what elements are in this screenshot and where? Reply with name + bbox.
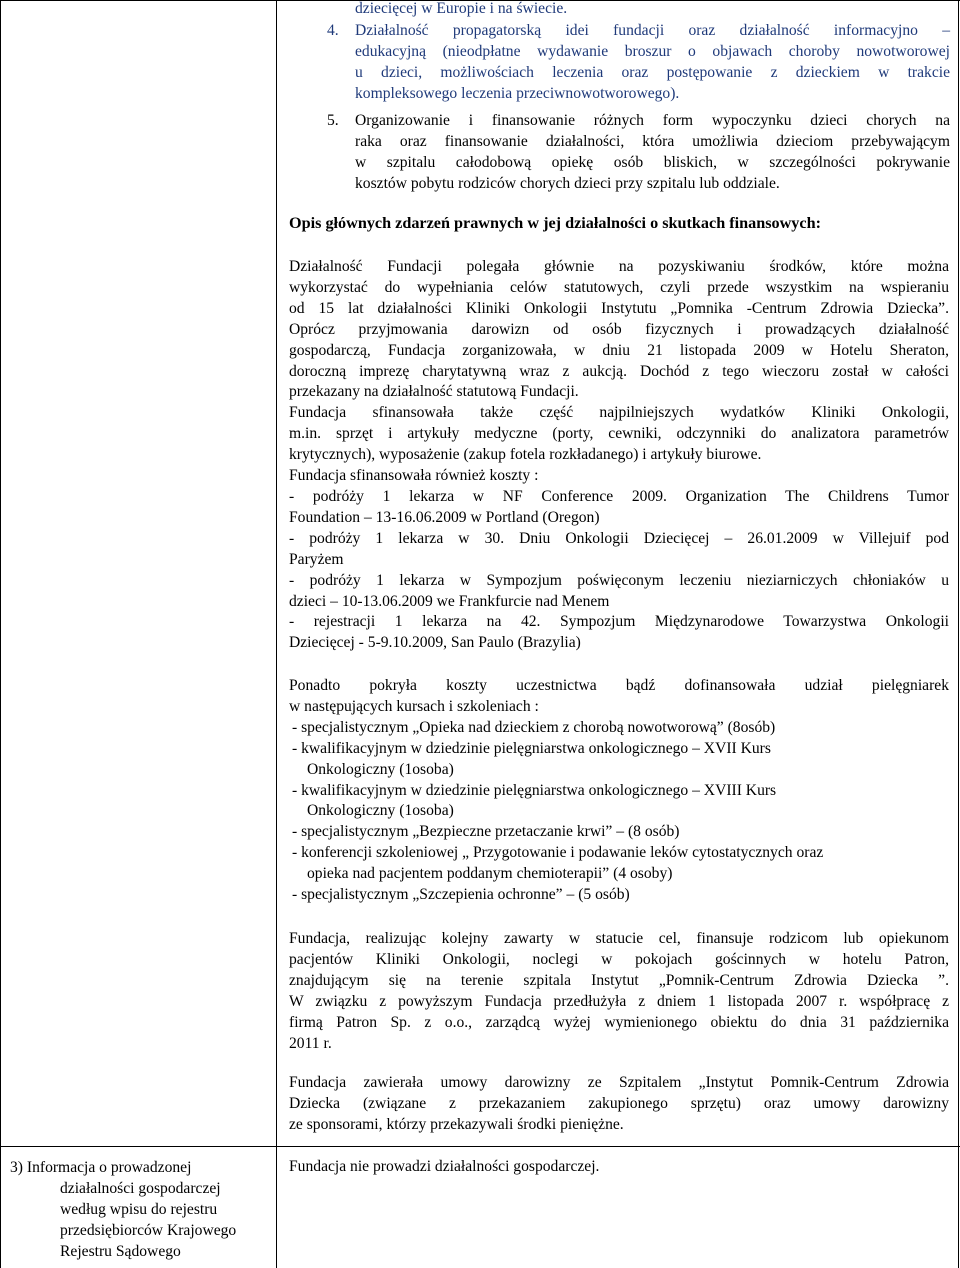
- paragraph-line: firmą Patron Sp. z o.o., zarządcą wyżej wymienionego obiektu do dnia 31 października: [289, 1013, 949, 1031]
- paragraph-donations: [289, 1073, 949, 1136]
- paragraph-line: W związku z powyższym Fundacja przedłużyła z dniem 1 listopada 2007 r. współpracę z: [289, 992, 949, 1010]
- paragraph-line: Dziecięcej - 5-9.10.2009, San Paulo (Brazylia): [289, 634, 581, 652]
- paragraph-line: Ponadto pokryła koszty uczestnictwa bądź dofinansowała udział pielęgniarek: [289, 677, 949, 694]
- paragraph-line: od 15 lat działalności Kliniki Onkologii Instytutu „Pomnika -Centrum Zdrowia Dziecka”.: [289, 299, 949, 317]
- training-item-cont: opieka nad pacjentem poddanym chemioterapii” (4 osoby): [307, 865, 673, 883]
- paragraph-line: - podróży 1 lekarza w NF Conference 2009. Organization The Childrens Tumor: [289, 487, 949, 505]
- training-item: - specjalistycznym „Opieka nad dzieckiem z chorobą nowotworową” (8osób): [292, 718, 776, 736]
- training-item: - kwalifikacyjnym w dziedzinie pielęgniarstwa onkologicznego – XVIII Kurs: [292, 781, 777, 799]
- paragraph-line: w następujących kursach i szkoleniach :: [289, 697, 539, 715]
- row-label-line: 3) Informacja o prowadzonej: [10, 1159, 192, 1176]
- paragraph-line: - podróży 1 lekarza w 30. Dniu Onkologii Dziecięcej – 26.01.2009 w Villejuif pod: [289, 529, 949, 547]
- paragraph-line: doroczną imprezę charytatywną wraz z aukcją. Dochód z tego wieczoru został w całości: [289, 362, 949, 380]
- paragraph-line: Fundacja sfinansowała również koszty :: [289, 467, 539, 485]
- paragraph-line: m.in. sprzęt i artykuły medyczne (porty, cewniki, odczynniki do analizatora parametrów: [289, 425, 949, 443]
- list-item-5: [355, 111, 950, 195]
- list-continuation: dziecięcej w Europie i na świecie.: [355, 0, 568, 17]
- list-item-5-line: w szpitalu całodobową opiekę osób bliskich, w szczególności pokrywanie: [355, 153, 950, 171]
- paragraph-line: pacjentów Kliniki Onkologii, noclegi w pokojach gościnnych w hotelu Patron,: [289, 950, 949, 968]
- training-item: - specjalistycznym „Bezpieczne przetaczanie krwi” – (8 osób): [292, 823, 680, 841]
- list-item-4-line: u dzieci, możliwościach leczenia oraz postępowanie z dzieckiem w trakcie: [355, 63, 950, 81]
- list-item-5-line: Organizowanie i finansowanie różnych form wypoczynku dzieci chorych na: [355, 112, 950, 129]
- training-item: - kwalifikacyjnym w dziedzinie pielęgniarstwa onkologicznego – XVII Kurs: [292, 739, 771, 757]
- paragraph-line: Działalność Fundacji polegała głównie na pozyskiwaniu środków, które można: [289, 258, 949, 275]
- table-row-divider: [0, 1146, 960, 1147]
- paragraph-line: ze sponsorami, którzy przekazywali środki pieniężne.: [289, 1115, 624, 1133]
- paragraph-line: znajdującym się na terenie szpitala Instytut „Pomnik-Centrum Zdrowia Dziecka ”.: [289, 971, 949, 989]
- row-content-business-activity: Fundacja nie prowadzi działalności gospodarczej.: [289, 1158, 600, 1175]
- list-item-4-line: kompleksowego leczenia przeciwnowotworowego).: [355, 84, 680, 102]
- table-left-border: [0, 0, 1, 1268]
- paragraph-line: krytycznych), wyposażenie (zakup fotela rozkładanego) i artykuły biurowe.: [289, 446, 762, 464]
- paragraph-activities: [289, 257, 949, 654]
- paragraph-line: Fundacja zawierała umowy darowizny ze Szpitalem „Instytut Pomnik-Centrum Zdrowia: [289, 1074, 949, 1091]
- table-right-border: [958, 0, 959, 1268]
- paragraph-trainings: [289, 676, 949, 906]
- training-item-cont: Onkologiczny (1osoba): [307, 760, 454, 778]
- paragraph-line: Foundation – 13-16.06.2009 w Portland (Oregon): [289, 508, 600, 526]
- row-label-line: przedsiębiorców Krajowego: [60, 1222, 237, 1239]
- list-item-5-line: kosztów pobytu rodziców chorych dzieci przy szpitalu lub oddziale.: [355, 174, 780, 192]
- paragraph-line: wykorzystać do wypełniania celów statutowych, czyli przede wszystkim na wspieraniu: [289, 278, 949, 296]
- row-label-business-activity: [10, 1157, 265, 1262]
- row-label-line: Rejestru Sądowego: [60, 1243, 181, 1260]
- table-column-divider: [276, 0, 277, 1268]
- paragraph-accommodation: [289, 929, 949, 1054]
- paragraph-line: Fundacja, realizując kolejny zawarty w statucie cel, finansuje rodzicom lub opiekunom: [289, 930, 949, 947]
- training-item-cont: Onkologiczny (1osoba): [307, 802, 454, 820]
- paragraph-line: - rejestracji 1 lekarza na 42. Sympozjum Międzynarodowe Towarzystwa Onkologii: [289, 613, 949, 631]
- list-item-number: 4.: [327, 22, 339, 39]
- paragraph-line: Fundacja sfinansowała także część najpilniejszych wydatków Kliniki Onkologii,: [289, 404, 949, 422]
- paragraph-line: Paryżem: [289, 550, 344, 568]
- list-item-4-line: Działalność propagatorską idei fundacji oraz działalność informacyjno –: [355, 22, 950, 39]
- section-heading: Opis głównych zdarzeń prawnych w jej działalności o skutkach finansowych:: [289, 214, 821, 232]
- paragraph-line: - podróży 1 lekarza w Sympozjum poświęconym leczeniu nieziarniczych chłoniaków u: [289, 571, 949, 589]
- paragraph-line: Oprócz przyjmowania darowizn od osób fizycznych i prowadzących działalność: [289, 320, 949, 338]
- paragraph-line: Dziecka (związane z przekazaniem zakupionego sprzętu) oraz umowy darowizny: [289, 1094, 949, 1112]
- list-item-number: 5.: [327, 112, 339, 129]
- paragraph-line: gospodarczą, Fundacja zorganizowała, w dniu 21 listopada 2009 w Hotelu Sheraton,: [289, 341, 949, 359]
- training-item: - specjalistycznym „Szczepienia ochronne” – (5 osób): [292, 886, 630, 904]
- paragraph-line: przekazany na działalność statutową Fundacji.: [289, 383, 579, 401]
- row-label-line: działalności gospodarczej: [60, 1180, 221, 1197]
- row-label-line: według wpisu do rejestru: [60, 1201, 218, 1218]
- paragraph-line: 2011 r.: [289, 1034, 332, 1052]
- training-item: - konferencji szkoleniowej „ Przygotowanie i podawanie leków cytostatycznych oraz: [292, 844, 824, 862]
- paragraph-line: dzieci – 10-13.06.2009 we Frankfurcie nad Menem: [289, 592, 610, 610]
- list-item-4: [355, 21, 950, 105]
- list-item-5-line: raka oraz finansowanie działalności, która umożliwia dzieciom przebywającym: [355, 132, 950, 150]
- list-item-4-line: edukacyjną (nieodpłatne wydawanie broszur o objawach choroby nowotworowej: [355, 42, 950, 60]
